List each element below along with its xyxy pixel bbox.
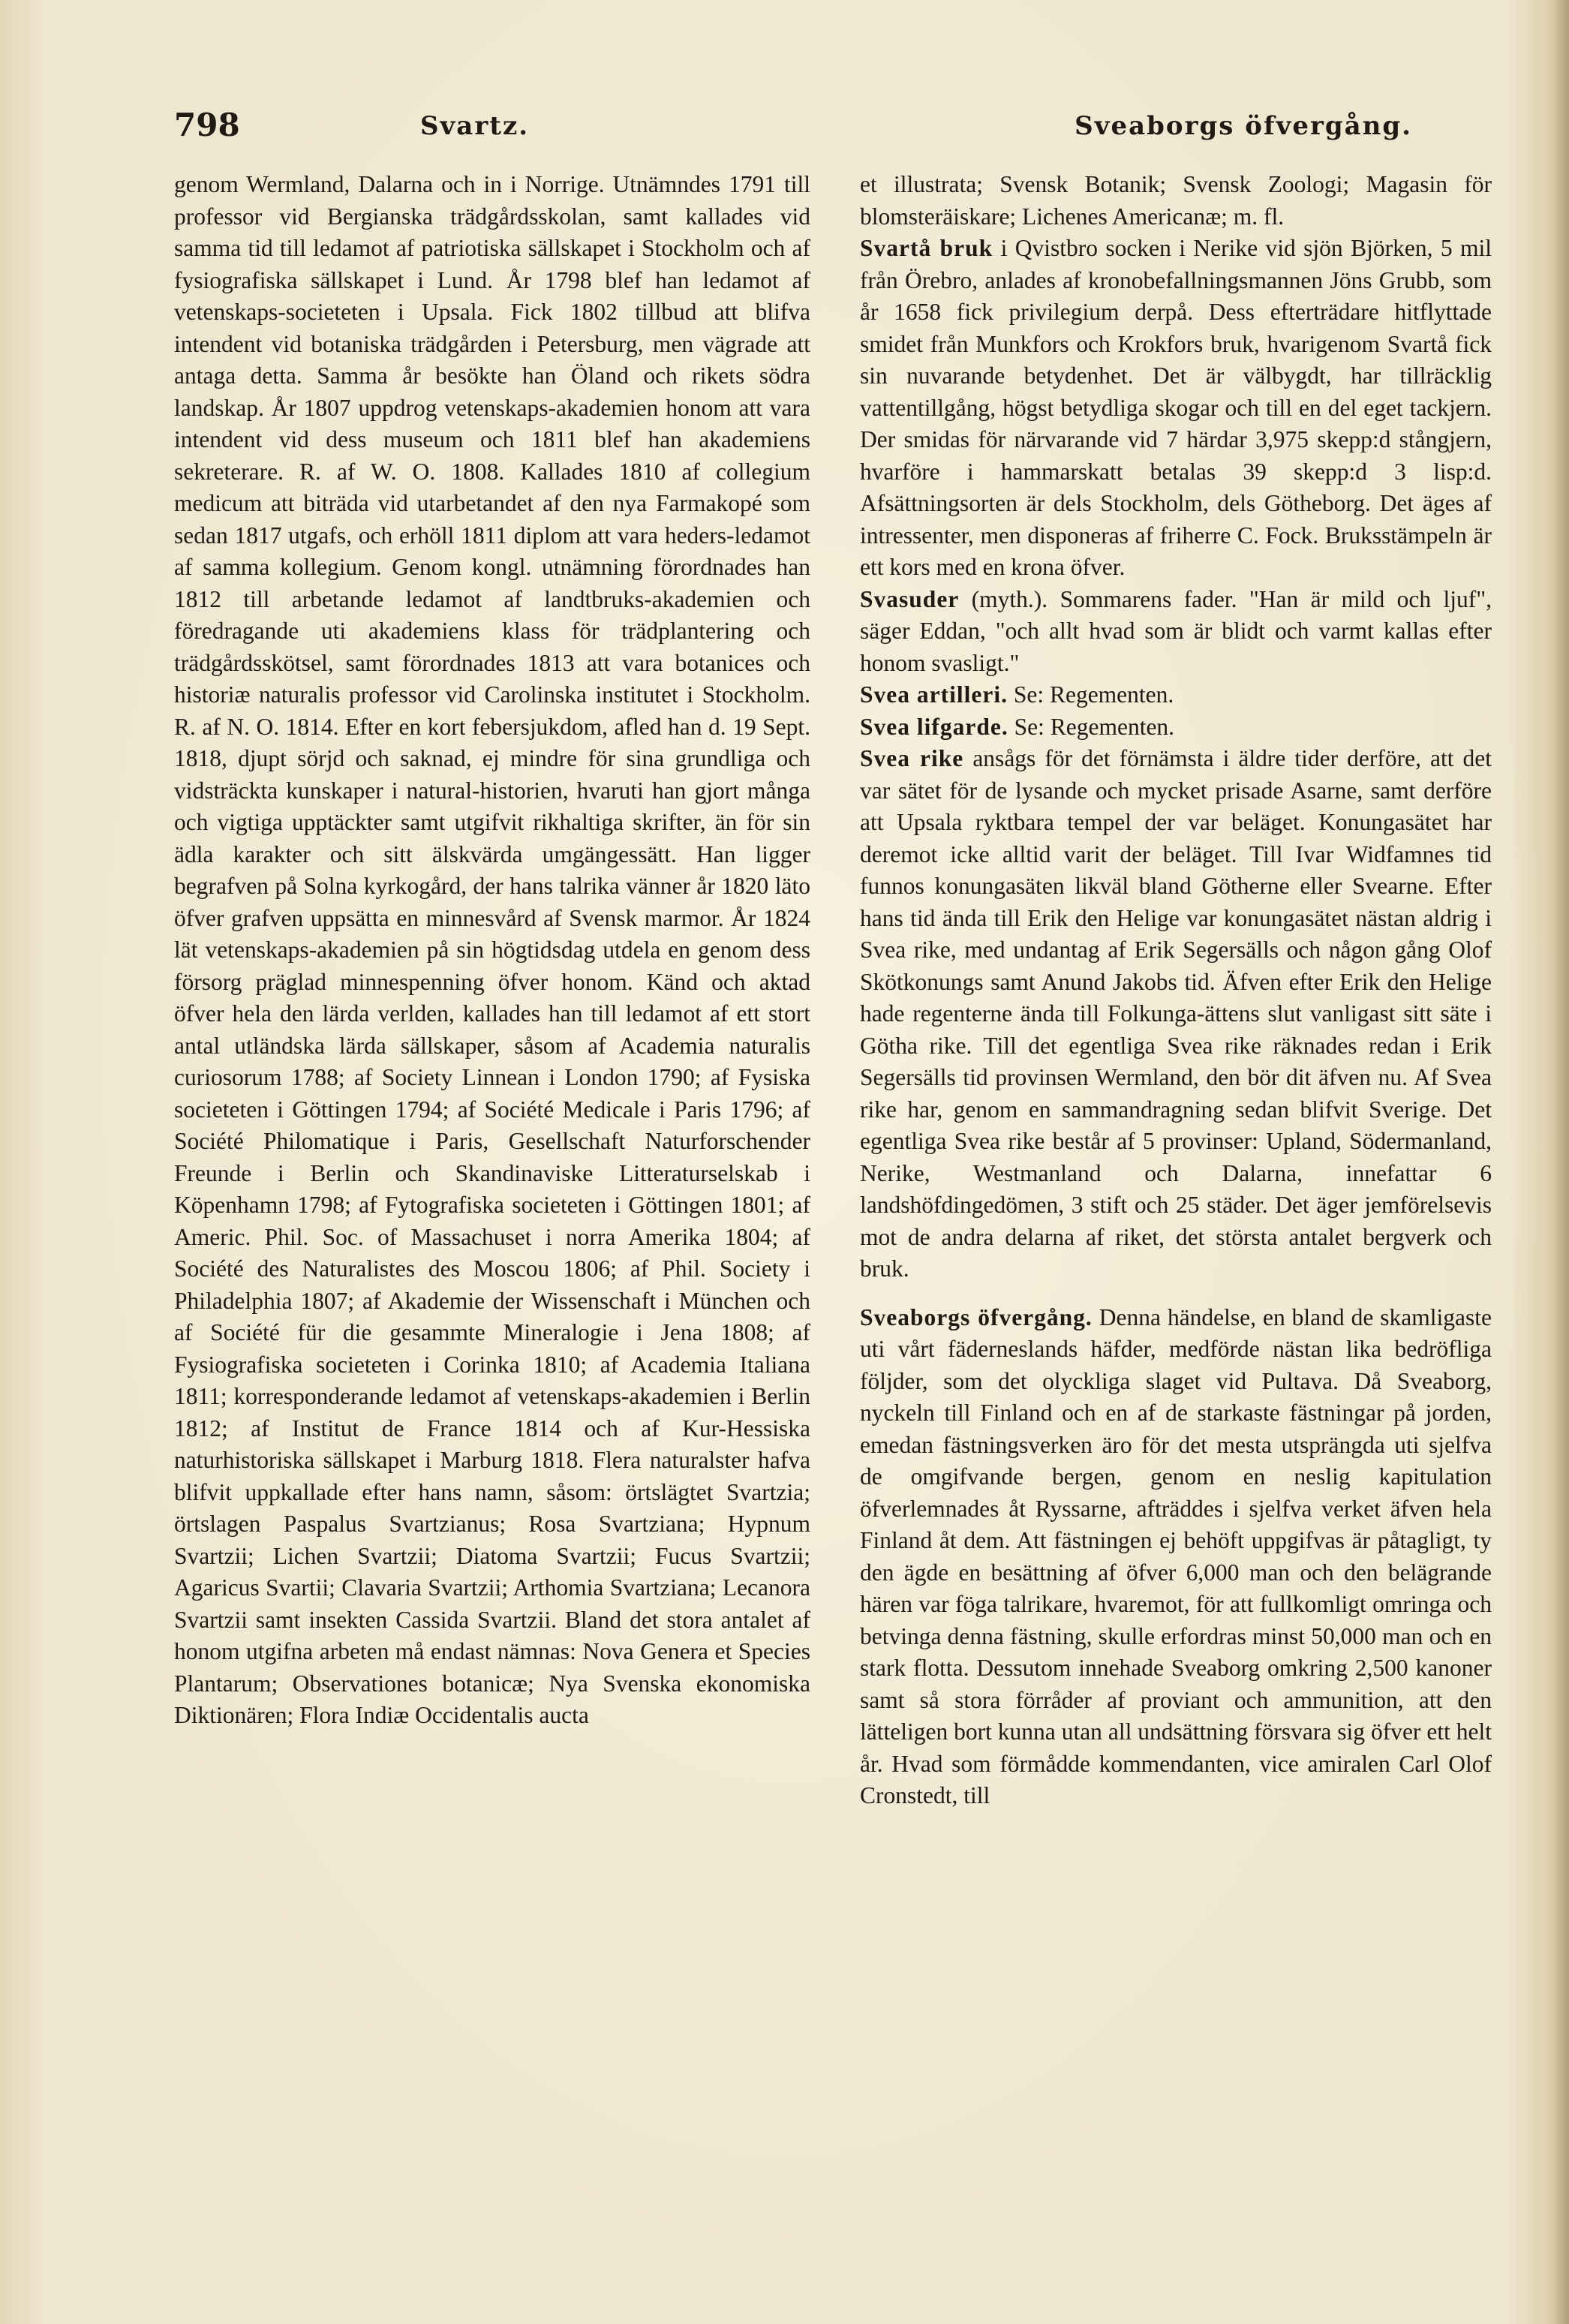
entry-title: Svasuder	[860, 585, 960, 612]
entry-svea-rike	[860, 743, 1492, 1285]
entry-body: Se: Regementen.	[1014, 713, 1175, 740]
entry-body: i Qvistbro socken i Nerike vid sjön Björken, 5 mil från Örebro, anlades af kronobefallningsmannen Jöns Grubb, som år 1658 fick privilegium derpå. Dess efterträdare hitflyttade smidet från Munkfors och Krokfors bruk, hvarigenom Svartå fick sin nuvarande betydenhet. Det är välbygdt, har tillräcklig vattentillgång, högst betydliga skogar och till en del eget tackjern. Der smidas för närvarande vid 7 härdar 3,975 skepp:d stångjern, hvarföre i hammarskatt betalas 39 skepp:d 3 lisp:d. Afsättningsorten är dels Stockholm, dels Götheborg. Det äges af intressenter, men disponeras af friherre C. Fock. Bruksstämpeln är ett kors med en krona öfver.	[860, 235, 1492, 580]
entry-body: ansågs för det förnämsta i äldre tider derföre, att det var sätet för de lysande och mycket prisade Asarne, samt derföre att Upsala ryktbara tempel der var beläget. Konungasätet har deremot icke alltid varit der beläget. Till Ivar Widfamnes tid funnos konungasäten likväl bland Götherne eller Svearne. Efter hans tid ända till Erik den Helige var konungasätet nästan aldrig i Svea rike, med undantag af Erik Segersälls och någon gång Olof Skötkonungs samt Anund Jakobs tid. Äfven efter Erik den Helige hade regenterne ända till Folkunga-ättens slut vanligast sitt säte i Götha rike. Till det egentliga Svea rike räknades redan i Erik Segersälls tid provinsen Wermland, den bör dit äfven nu. Af Svea rike har, genom en sammandragning sedan blifvit Sverige. Det egentliga Svea rike består af 5 provinser: Upland, Södermanland, Nerike, Westmanland och Dalarna, innefattar 6 landshöfdingedömen, 3 stift och 25 städer. Det äger jemförelsevis mot de andra delarna af riket, det största antalet bergverk och bruk.	[860, 745, 1492, 1282]
entry-svea-lifgarde	[860, 711, 1492, 744]
right-running-head: Sveaborgs öfvergång.	[1075, 111, 1412, 141]
right-column	[860, 169, 1492, 1812]
page-number: 798	[174, 107, 240, 143]
entry-svasuder	[860, 584, 1492, 680]
entry-title: Svartå bruk	[860, 235, 993, 261]
running-header	[174, 107, 1412, 152]
entry-svea-artilleri	[860, 679, 1492, 711]
left-running-head: Svartz.	[420, 111, 530, 141]
page-edge-shadow	[1552, 0, 1569, 2324]
svartz-entry-continuation-end: et illustrata; Svensk Botanik; Svensk Zoologi; Magasin för blomsteräiskare; Lichenes Americanæ; m. fl.	[860, 171, 1492, 230]
entry-title: Svea artilleri.	[860, 681, 1008, 708]
entry-title: Svea rike	[860, 745, 964, 771]
entry-body: Se: Regementen.	[1013, 681, 1174, 708]
svartz-entry-continuation: genom Wermland, Dalarna och in i Norrige. Utnämndes 1791 till professor vid Bergianska trädgårdsskolan, samt kallades vid samma tid till ledamot af patriotiska sällskapet i Stockholm och af fysiografiska sällskapet i Lund. År 1798 blef han ledamot af vetenskaps-societeten i Upsala. Fick 1802 tillbud att blifva intendent vid botaniska trädgården i Petersburg, men vägrade att antaga detta. Samma år besökte han Öland och rikets södra landskap. År 1807 uppdrog vetenskaps-akademien honom att vara intendent vid dess museum och 1811 blef han akademiens sekreterare. R. af W. O. 1808. Kallades 1810 af collegium medicum att biträda vid utarbetandet af den nya Farmakopé som sedan 1817 utgafs, och erhöll 1811 diplom att vara heders-ledamot af samma kollegium. Genom kongl. utnämning förordnades han 1812 till arbetande ledamot af landtbruks-akademien och föredragande uti akademiens klass för trädplantering och trädgårdsskötsel, samt förordnades 1813 att vara botanices och historiæ naturalis professor vid Carolinska institutet i Stockholm. R. af N. O. 1814. Efter en kort febersjukdom, afled han d. 19 Sept. 1818, djupt sörjd och saknad, ej mindre för sina grundliga och vidsträckta kunskaper i natural-historien, hvaruti han gjort många och vigtiga upptäckter samt utgifvit rikhaltiga skrifter, än för sin ädla karakter och sitt älskvärda umgängessätt. Han ligger begrafven på Solna kyrkogård, der hans talrika vänner år 1820 läto öfver grafven uppsätta en minnesvård af Svensk marmor. År 1824 lät vetenskaps-akademien på sin högtidsdag utdela en genom dess försorg präglad minnespenning öfver honom. Känd och aktad öfver hela den lärda verlden, kallades han till ledamot af ett stort antal utländska lärda sällskaper, såsom af Academia naturalis curiosorum 1788; af Society Linnean i London 1790; af Fysiska societeten i Göttingen 1794; af Société Medicale i Paris 1796; af Société Philomatique i Paris, Gesellschaft Naturforschender Freunde i Berlin och Skandinaviske Litteraturselskab i Köpenhamn 1798; af Fytografiska societeten i Göttingen 1801; af Americ. Phil. Soc. of Massachuset i norra Amerika 1804; af Société des Naturalistes des Moscou 1806; af Phil. Society i Philadelphia 1807; af Akademie der Wissenschaft i München och af Société für die gesammte Mineralogie i Jena 1808; af Fysiografiska societeten i Corinka 1810; af Academia Italiana 1811; korresponderande ledamot af vetenskaps-akademien i Berlin 1812; af Institut de France 1814 och af Kur-Hessiska naturhistoriska sällskapet i Marburg 1818. Flera naturalster hafva blifvit uppkallade efter hans namn, såsom: örtslägtet Svartzia; örtslagen Paspalus Svartzianus; Rosa Svartziana; Hypnum Svartzii; Lichen Svartzii; Diatoma Svartzii; Fucus Svartzii; Agaricus Svartii; Clavaria Svartzii; Arthomia Svartziana; Lecanora Svartzii samt insekten Cassida Svartzii. Bland det stora antalet af honom utgifna arbeten må endast nämnas: Nova Genera et Species Plantarum; Observationes botanicæ; Nya Svenska ekonomiska Diktionären; Flora Indiæ Occidentalis aucta	[174, 171, 810, 1728]
entry-spacer	[860, 1285, 1492, 1302]
entry-title: Svea lifgarde.	[860, 713, 1008, 740]
entry-title: Sveaborgs öfvergång.	[860, 1303, 1093, 1330]
entry-sveaborgs-ofvergang	[860, 1302, 1492, 1812]
entry-svarta-bruk	[860, 233, 1492, 584]
entry-body: (myth.). Sommarens fader. "Han är mild och ljuf", säger Eddan, "och allt hvad som är blidt och varmt kallas efter honom svasligt."	[860, 585, 1492, 676]
entry-body: Denna händelse, en bland de skamligaste uti vårt fäderneslands häfder, medförde nästan lika bedröfliga följder, som det olyckliga slaget vid Pultava. Då Sveaborg, nyckeln till Finland och en af de starkaste fästningar på jorden, emedan fästningsverken äro för det mesta utsprängda uti sjelfva de omgifvande bergen, genom en neslig kapitulation öfverlemnades åt Ryssarne, afträddes i sjelfva verket äfven hela Finland åt dem. Att fästningen ej behöft uppgifvas är påtagligt, ty den ägde en besättning af öfver 6,000 man och den belägrande hären var föga talrikare, hvaremot, för att fullkomligt omringa och betvinga denna fästning, skulle erfordras minst 50,000 man och en stark flotta. Dessutom innehade Sveaborg omkring 2,500 kanoner samt så stora förråder af proviant och ammunition, att den lätteligen bort kunna utan all undsättning försvara sig öfver ett helt år. Hvad som förmådde kommendanten, vice amiralen Carl Olof Cronstedt, till	[860, 1303, 1492, 1808]
left-column	[174, 169, 810, 1732]
